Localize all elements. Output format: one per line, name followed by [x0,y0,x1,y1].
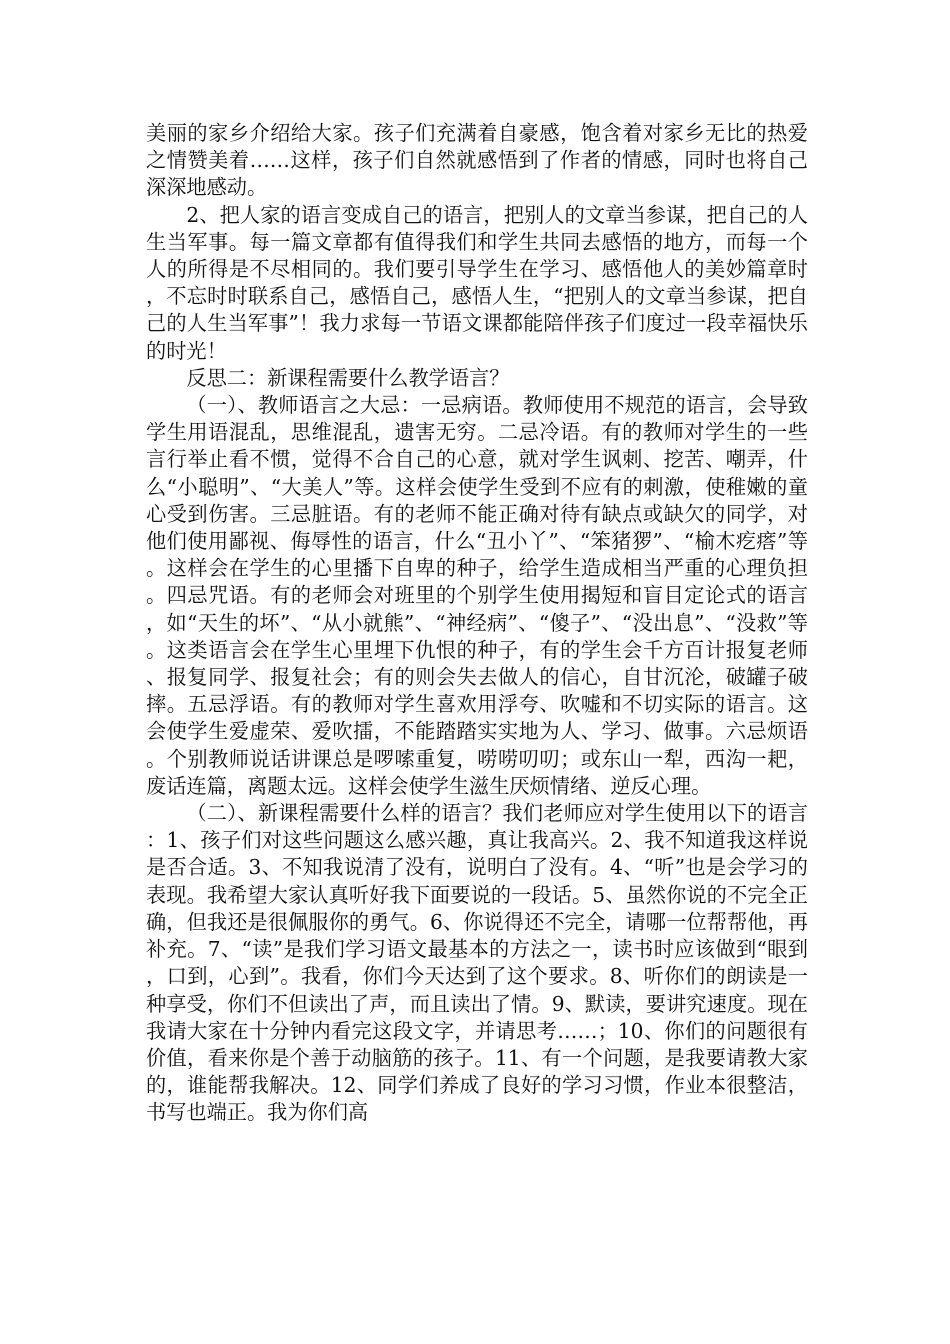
section-heading-reflection-2: 反思二：新课程需要什么教学语言？ [186,365,510,390]
document-page [146,120,808,1127]
paragraph-teacher-language-taboos: （一）、教师语言之大忌：一忌病语。教师使用不规范的语言，会导致学生用语混乱，思维混乱，遗害无穷。二忌冷语。有的教师对学生的一些言行举止看不惯，觉得不合自己的心意，就对学生讽刺、挖苦、嘲弄，什么“小聪明”、“大美人”等。这样会使学生受到不应有的刺激，使稚嫩的童心受到伤害。三忌脏语。有的老师不能正确对待有缺点或缺欠的同学，对他们使用鄙视、侮辱性的语言，什么“丑小丫”、“笨猪猡”、“榆木疙瘩”等。这样会在学生的心里播下自卑的种子，给学生造成相当严重的心理负担。四忌咒语。有的老师会对班里的个别学生使用揭短和盲目定论式的语言，如“天生的坏”、“从小就熊”、“神经病”、“傻子”、“没出息”、“没救”等。这类语言会在学生心里埋下仇恨的种子，有的学生会千方百计报复老师、报复同学、报复社会；有的则会失去做人的信心，自甘沉沦，破罐子破摔。五忌浮语。有的教师对学生喜欢用浮夸、吹嘘和不切实际的语言。这会使学生爱虚荣、爱吹擂，不能踏踏实实地为人、学习、做事。六忌烦语。个别教师说话讲课总是啰嗦重复，唠唠叨叨；或东山一犁，西沟一耙，废话连篇，离题太远。这样会使学生滋生厌烦情绪、逆反心理。 [146,393,808,798]
paragraph-point-2: 2、把人家的语言变成自己的语言，把别人的文章当参谋，把自己的人生当军事。每一篇文章都有值得我们和学生共同去感悟的地方，而每一个人的所得是不尽相同的。我们要引导学生在学习、感悟他人的美妙篇章时，不忘时时联系自己，感悟自己，感悟人生，“把别人的文章当参谋，把自己的人生当军事”！我力求每一节语文课都能陪伴孩子们度过一段幸福快乐的时光！ [146,202,808,363]
paragraph-recommended-language: （二）、新课程需要什么样的语言？我们老师应对学生使用以下的语言：1、孩子们对这些问题这么感兴趣，真让我高兴。2、我不知道我这样说是否合适。3、不知我说清了没有，说明白了没有。4、“听”也是会学习的表现。我希望大家认真听好我下面要说的一段话。5、虽然你说的不完全正确，但我还是很佩服你的勇气。6、你说得还不完全，请哪一位帮帮他，再补充。7、“读”是我们学习语文最基本的方法之一，读书时应该做到“眼到，口到，心到”。我看，你们今天达到了这个要求。8、听你们的朗读是一种享受，你们不但读出了声，而且读出了情。9、默读，要讲究速度。现在我请大家在十分钟内看完这段文字，并请思考……；10、你们的问题很有价值，看来你是个善于动脑筋的孩子。11、有一个问题，是我要请教大家的，谁能帮我解决。12、同学们养成了良好的学习习惯，作业本很整洁，书写也端正。我为你们高 [146,801,808,1125]
paragraph-intro-continuation: 美丽的家乡介绍给大家。孩子们充满着自豪感，饱含着对家乡无比的热爱之情赞美着……这样，孩子们自然就感悟到了作者的情感，同时也将自己深深地感动。 [146,121,808,200]
